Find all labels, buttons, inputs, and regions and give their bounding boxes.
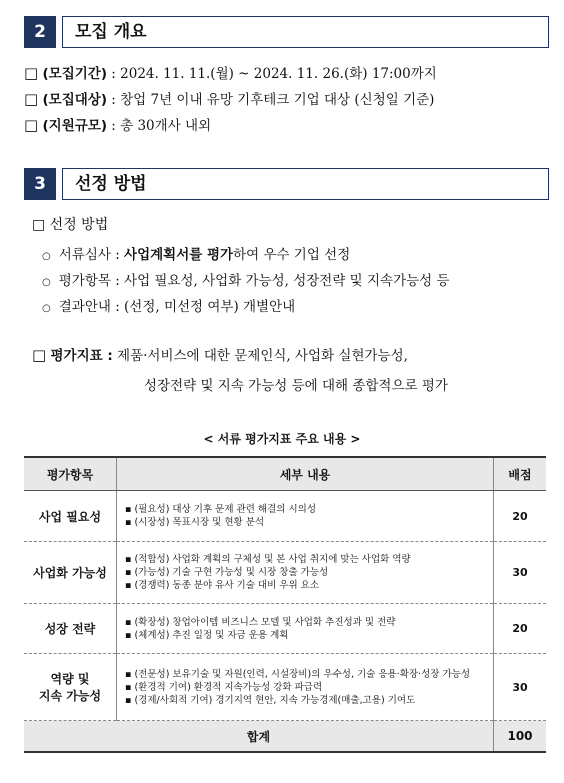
row-item: 성장 전략: [24, 604, 117, 654]
circle-bullet-icon: ○: [42, 251, 51, 262]
section-2-title: 모집 개요: [62, 16, 549, 48]
checkbox-icon: □: [24, 116, 39, 134]
separator: :: [107, 66, 121, 82]
table-caption: < 서류 평가지표 주요 내용 >: [203, 432, 361, 446]
detail-line: ▪ (가능성) 기술 구현 가능성 및 시장 창출 가능성: [125, 567, 329, 578]
row-detail: [117, 491, 494, 542]
recruit-period-value: 2024. 11. 11.(월) ~ 2024. 11. 26.(화) 17:00까지: [120, 66, 437, 82]
support-scale-line: [24, 115, 211, 136]
circle-bullet-icon: ○: [42, 277, 51, 288]
criteria-item-document-review: [42, 245, 350, 267]
section-3-title: 선정 방법: [62, 168, 549, 200]
detail-line: ▪ (시장성) 목표시장 및 현황 분석: [125, 517, 265, 528]
eval-index-label: 평가지표 :: [50, 348, 113, 364]
detail-line: ▪ (확장성) 창업아이템 비즈니스 모델 및 사업화 추진성과 및 전략: [125, 616, 396, 628]
table-row: [24, 654, 546, 721]
item-label: 서류심사 :: [58, 247, 125, 263]
selection-method-heading: □ 선정 방법: [32, 217, 109, 233]
header-item: 평가항목: [24, 457, 117, 491]
item-text: 사업 필요성, 사업화 가능성, 성장전략 및 지속가능성 등: [124, 273, 450, 289]
row-item: 사업화 가능성: [24, 542, 117, 604]
support-scale-value: 총 30개사 내외: [120, 118, 212, 134]
item-emphasis: 사업계획서를 평가: [124, 247, 234, 263]
criteria-item-result-notice: [42, 297, 295, 319]
header-score: 배점: [494, 457, 547, 491]
total-score: 100: [494, 721, 547, 753]
row-item: [24, 654, 117, 721]
recruit-target-line: [24, 89, 434, 110]
row-score: 20: [494, 491, 547, 542]
item-label: 평가항목 :: [58, 273, 125, 289]
row-item-line: 역량 및: [50, 672, 90, 686]
separator: :: [107, 92, 121, 108]
checkbox-icon: □: [24, 64, 39, 82]
recruit-target-value: 창업 7년 이내 유망 기후테크 기업 대상 (신청일 기준): [120, 92, 435, 108]
section-3-number: 3: [24, 168, 56, 200]
detail-line: ▪ (경쟁력) 동종 분야 유사 기술 대비 우위 요소: [125, 580, 320, 591]
total-label: 합계: [24, 721, 494, 753]
row-score: 20: [494, 604, 547, 654]
table-row: [24, 604, 546, 654]
support-scale-label: (지원규모): [42, 118, 107, 134]
detail-line: ▪ (경제/사회적 기여) 경기지역 현안, 지속 가능경제(매출,고용) 기여도: [125, 694, 416, 706]
recruit-period-line: [24, 63, 437, 84]
row-score: 30: [494, 654, 547, 721]
circle-bullet-icon: ○: [42, 303, 51, 314]
checkbox-icon: □: [32, 346, 47, 364]
item-label: 결과안내 :: [58, 299, 125, 315]
table-header-row: [24, 457, 546, 491]
eval-index-text-1: 제품·서비스에 대한 문제인식, 사업화 실현가능성,: [117, 348, 408, 364]
row-detail: [117, 604, 494, 654]
detail-line: ▪ (필요성) 대상 기후 문제 관련 해결의 시의성: [125, 504, 316, 515]
row-item-line: 지속 가능성: [38, 689, 102, 703]
row-detail: [117, 654, 494, 721]
row-detail: [117, 542, 494, 604]
table-total-row: [24, 721, 546, 753]
criteria-item-eval-items: [42, 271, 450, 293]
checkbox-icon: □: [24, 90, 39, 108]
header-detail: 세부 내용: [117, 457, 494, 491]
item-text: (선정, 미선정 여부) 개별안내: [124, 299, 296, 315]
evaluation-table: [24, 456, 546, 753]
detail-line: ▪ (적합성) 사업화 계획의 구체성 및 본 사업 취지에 맞는 사업화 역량: [125, 554, 411, 565]
recruit-period-label: (모집기간): [42, 66, 107, 82]
row-item: 사업 필요성: [24, 491, 117, 542]
eval-index-line1: [32, 345, 408, 366]
row-score: 30: [494, 542, 547, 604]
table-row: [24, 491, 546, 542]
item-text: 하여 우수 기업 선정: [233, 247, 351, 263]
detail-line: ▪ (환경적 기여) 환경적 지속가능성 강화 파급력: [125, 681, 323, 693]
section-2-number: 2: [24, 16, 56, 48]
detail-line: ▪ (전문성) 보유기술 및 자원(인력, 시설장비)의 우수성, 기술 응용·확장·성장 가능성: [125, 668, 471, 680]
detail-line: ▪ (체계성) 추진 일정 및 자금 운용 계획: [125, 629, 289, 641]
separator: :: [107, 118, 121, 134]
recruit-target-label: (모집대상): [42, 92, 107, 108]
table-row: [24, 542, 546, 604]
eval-index-text-2: 성장전략 및 지속 가능성 등에 대해 종합적으로 평가: [144, 378, 448, 394]
